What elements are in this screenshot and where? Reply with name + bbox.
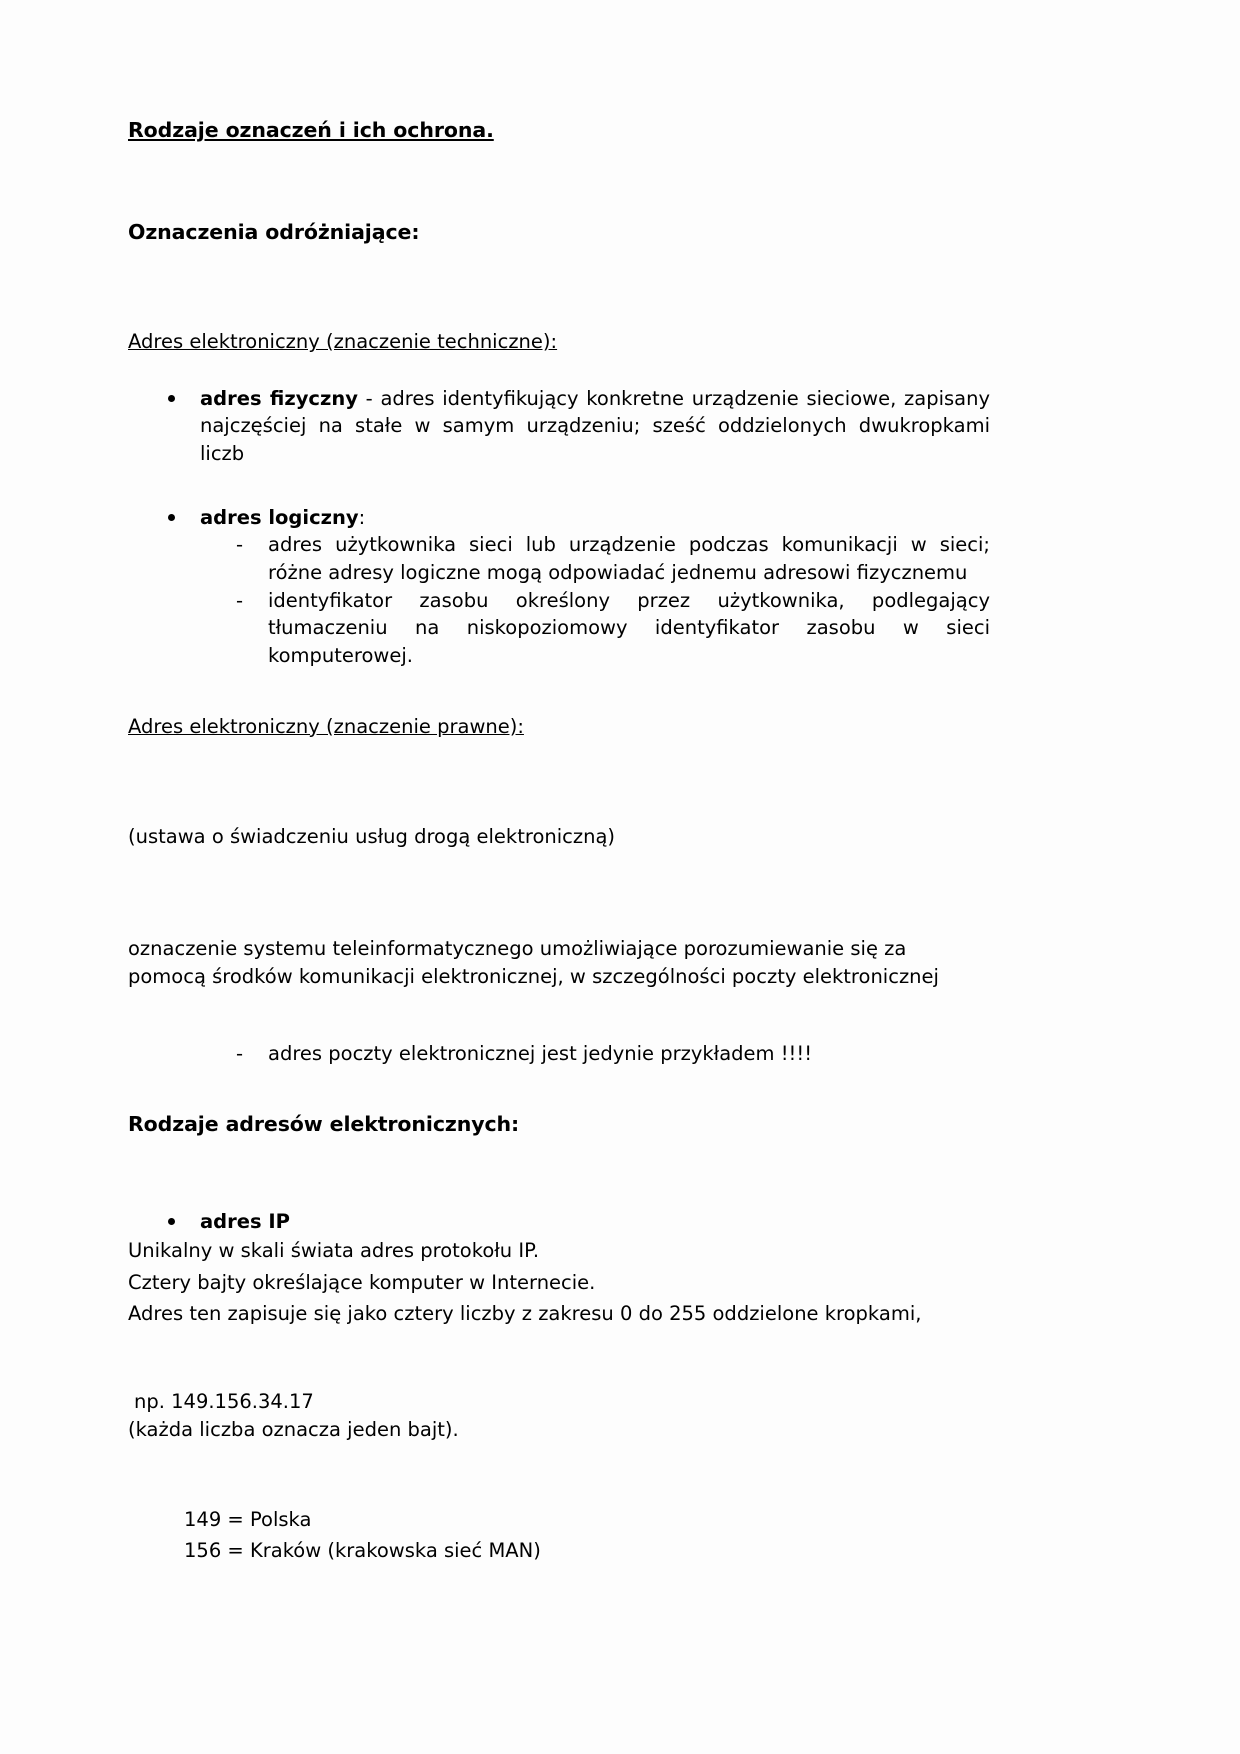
sub-list-item [128,531,990,586]
legal-note-text: adres poczty elektronicznej jest jedynie przykładem !!!! [268,1042,813,1066]
spacer [128,355,990,385]
spacer [128,990,990,1040]
bullet-label: adres fizyczny [200,386,358,410]
spacer [128,468,990,504]
ip-example-note: (każda liczba oznacza jeden bajt). [128,1417,459,1441]
bullet-label: adres logiczny [200,505,359,529]
ip-description-line: Cztery bajty określające komputer w Internecie. [128,1270,596,1294]
ip-example-block [128,1388,990,1416]
ip-code-line: 149 = Polska [184,1508,312,1532]
spacer [128,851,990,935]
bullet-separator: - [357,386,381,410]
spacer [128,1068,990,1112]
bullet-dot-icon [168,1218,175,1225]
list-item [128,504,990,532]
bullet-separator: : [358,505,366,529]
sub-list-text: identyfikator zasobu określony przez użytkownika, podlegający tłumaczeniu na niskopoziomowy identyfikator zasobu w sieci komputerowej. [268,588,990,668]
dash-marker: - [236,533,244,557]
bullet-text [200,385,990,468]
spacer [128,739,990,823]
list-item [128,385,990,468]
ip-description-line: Unikalny w skali świata adres protokołu IP. [128,1239,540,1263]
spacer [128,1138,990,1208]
bullet-dot-icon [168,514,175,521]
legal-note-row [128,1040,990,1068]
spacer [128,144,990,220]
sub-list-text: adres użytkownika sieci lub urządzenie podczas komunikacji w sieci; różne adresy logiczne mogą odpowiadać jednemu adresowi fizycznemu [268,533,990,585]
bullet-text [200,504,990,532]
heading-adres-techniczne: Adres elektroniczny (znaczenie techniczne): [128,330,558,354]
legal-definition: oznaczenie systemu teleinformatycznego umożliwiające porozumiewanie się za pomocą środków komunikacji elektronicznej, w szczególności poczty elektronicznej [128,936,939,988]
page-title: Rodzaje oznaczeń i ich ochrona. [128,118,494,142]
dash-marker: - [236,588,244,612]
list-item-adres-ip [128,1208,990,1236]
spacer [128,245,990,329]
bullet-body: adres identyfikujący konkretne urządzenie sieciowe, zapisany najczęściej na stałe w samym urządzeniu; sześć oddzielonych dwukropkami liczb [200,386,990,465]
heading-adres-prawne: Adres elektroniczny (znaczenie prawne): [128,714,524,738]
section-heading-rodzaje-adresow: Rodzaje adresów elektronicznych: [128,1111,520,1136]
dash-marker: - [236,1042,244,1066]
spacer [128,1330,990,1388]
ip-description-line: Adres ten zapisuje się jako cztery liczby z zakresu 0 do 255 oddzielone kropkami, [128,1302,922,1326]
spacer [128,670,990,714]
bullet-label: adres IP [200,1209,290,1233]
document-body [128,118,990,1567]
ip-description [128,1235,990,1330]
ip-code-line: 156 = Kraków (krakowska sieć MAN) [184,1539,541,1563]
legal-source-note: (ustawa o świadczeniu usług drogą elektroniczną) [128,825,616,849]
section-heading-oznaczenia: Oznaczenia odróżniające: [128,219,420,244]
ip-example-line: np. 149.156.34.17 [134,1389,314,1413]
sub-list-item [128,587,990,670]
ip-code-list [128,1505,990,1567]
spacer [128,1443,990,1505]
bullet-dot-icon [168,395,175,402]
